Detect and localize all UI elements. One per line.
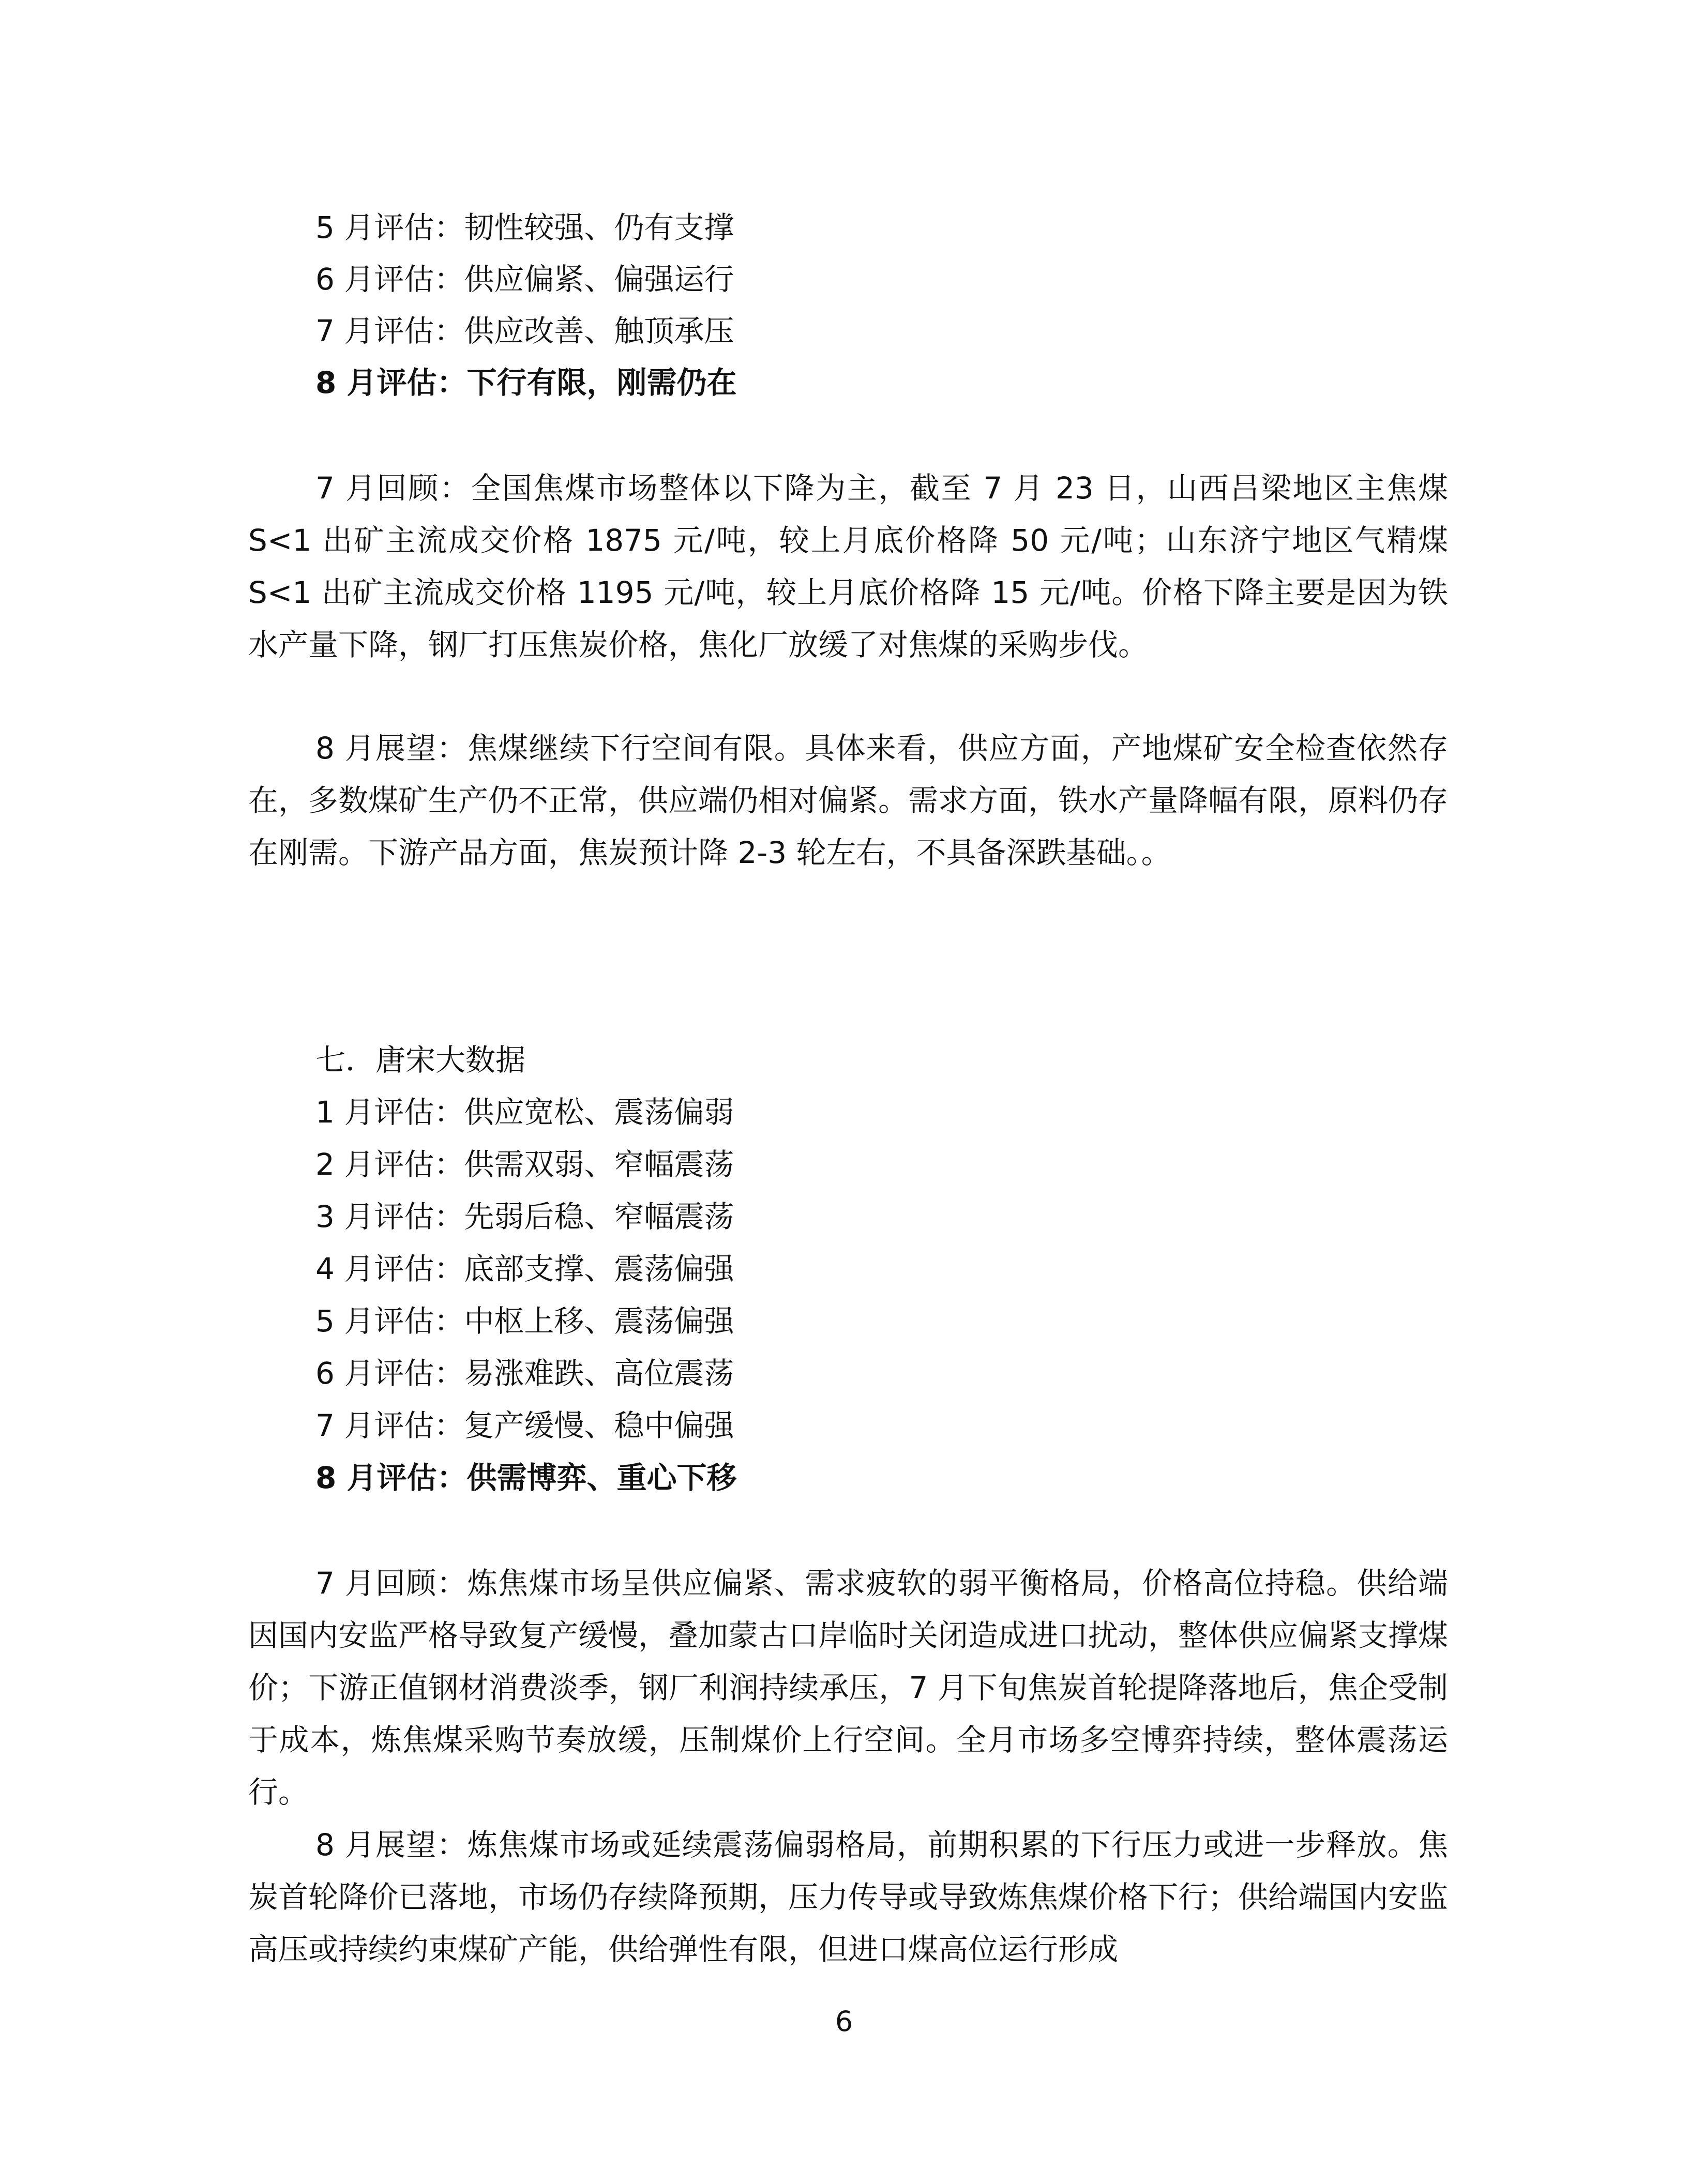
current-evaluation: 8 月评估：供需博弈、重心下移 [315,1460,737,1495]
evaluation-line: 5 月评估：韧性较强、仍有支撑 [315,210,734,245]
evaluation-line: 2 月评估：供需双弱、窄幅震荡 [315,1147,734,1182]
evaluation-line: 4 月评估：底部支撑、震荡偏强 [315,1251,734,1286]
page-number: 6 [835,2005,853,2038]
section-heading: 七．唐宋大数据 [315,1042,526,1078]
evaluation-line: 5 月评估：中枢上移、震荡偏强 [315,1303,734,1339]
outlook-paragraph: 8 月展望：焦煤继续下行空间有限。具体来看，供应方面，产地煤矿安全检查依然存在，多数煤矿生产仍不正常，供应端仍相对偏紧。需求方面，铁水产量降幅有限，原料仍存在刚需。下游产品方面，焦炭预计降 2-3 轮左右，不具备深跌基础。。 [248,731,1449,870]
evaluation-line: 7 月评估：供应改善、触顶承压 [315,313,734,348]
review-paragraph: 7 月回顾：炼焦煤市场呈供应偏紧、需求疲软的弱平衡格局，价格高位持稳。供给端因国内安监严格导致复产缓慢，叠加蒙古口岸临时关闭造成进口扰动，整体供应偏紧支撑煤价；下游正值钢材消费淡季，钢厂利润持续承压，7 月下旬焦炭首轮提降落地后，焦企受制于成本，炼焦煤采购节奏放缓，压制煤价上行空间。全月市场多空博弈持续，整体震荡运行。 [248,1566,1449,1810]
evaluation-line: 3 月评估：先弱后稳、窄幅震荡 [315,1199,734,1234]
evaluation-line: 6 月评估：供应偏紧、偏强运行 [315,262,734,297]
evaluation-line: 7 月评估：复产缓慢、稳中偏强 [315,1408,734,1443]
outlook-paragraph: 8 月展望：炼焦煤市场或延续震荡偏弱格局，前期积累的下行压力或进一步释放。焦炭首轮降价已落地，市场仍存续降预期，压力传导或导致炼焦煤价格下行；供给端国内安监高压或持续约束煤矿产能，供给弹性有限，但进口煤高位运行形成 [248,1827,1449,1967]
evaluation-line: 6 月评估：易涨难跌、高位震荡 [315,1356,734,1391]
current-evaluation: 8 月评估：下行有限，刚需仍在 [315,365,737,400]
review-paragraph: 7 月回顾：全国焦煤市场整体以下降为主，截至 7 月 23 日，山西吕梁地区主焦煤 S<1 出矿主流成交价格 1875 元/吨，较上月底价格降 50 元/吨；山东济宁地区气精煤 S<1 出矿主流成交价格 1195 元/吨，较上月底价格降 15 元/吨。价格下降主要是因为铁水产量下降，钢厂打压焦炭价格，焦化厂放缓了对焦煤的采购步伐。 [248,471,1448,662]
evaluation-line: 1 月评估：供应宽松、震荡偏弱 [315,1095,734,1130]
